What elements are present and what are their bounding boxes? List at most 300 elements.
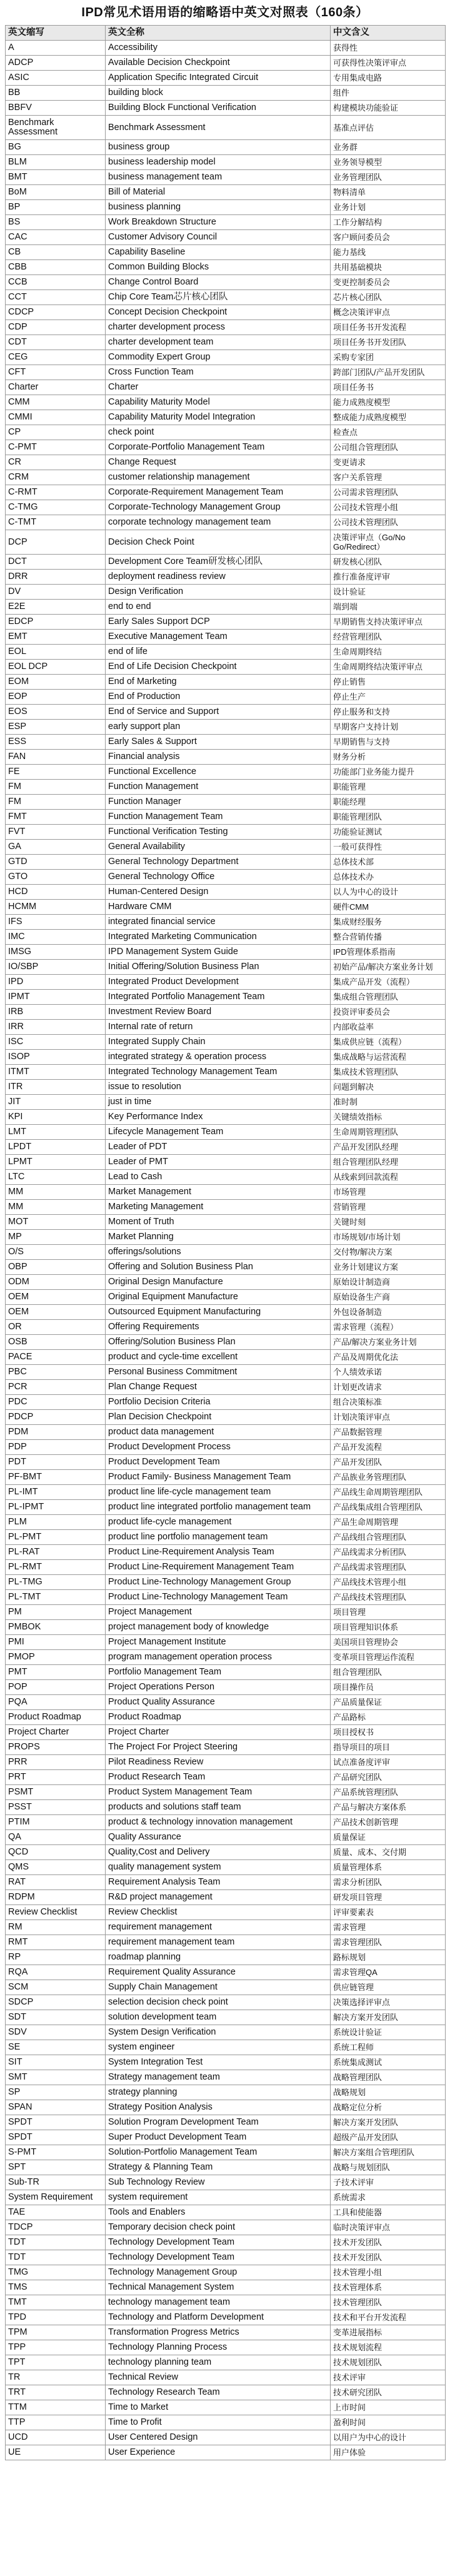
cell-chinese-meaning: 质量、成本、交付期 <box>331 1845 446 1860</box>
cell-abbreviation: PRR <box>6 1755 106 1770</box>
cell-english-full-name: Product Quality Assurance <box>106 1695 331 1710</box>
cell-english-full-name: integrated financial service <box>106 915 331 930</box>
cell-chinese-meaning: 内部收益率 <box>331 1020 446 1035</box>
table-row <box>6 2025 446 2040</box>
cell-chinese-meaning: 产品研究团队 <box>331 1770 446 1785</box>
cell-abbreviation: SE <box>6 2040 106 2055</box>
cell-abbreviation: TPT <box>6 2355 106 2370</box>
cell-english-full-name: Leader of PDT <box>106 1140 331 1155</box>
table-row <box>6 1440 446 1455</box>
cell-abbreviation: PSST <box>6 1800 106 1815</box>
cell-english-full-name: Corporate-Portfolio Management Team <box>106 440 331 455</box>
cell-english-full-name: Bill of Material <box>106 185 331 200</box>
cell-chinese-meaning: 工具和使能器 <box>331 2205 446 2220</box>
table-row <box>6 2415 446 2430</box>
table-row <box>6 885 446 900</box>
cell-abbreviation: OEM <box>6 1305 106 1320</box>
cell-abbreviation: QA <box>6 1830 106 1845</box>
table-row <box>6 900 446 915</box>
cell-english-full-name: Quality Assurance <box>106 1830 331 1845</box>
cell-abbreviation: C-TMT <box>6 515 106 530</box>
cell-english-full-name: Integrated Portfolio Management Team <box>106 990 331 1005</box>
cell-english-full-name: quality management system <box>106 1860 331 1875</box>
cell-english-full-name: Lifecycle Management Team <box>106 1125 331 1140</box>
cell-english-full-name: Pilot Readiness Review <box>106 1755 331 1770</box>
table-row <box>6 260 446 275</box>
table-row <box>6 230 446 245</box>
cell-abbreviation: OBP <box>6 1260 106 1275</box>
table-row <box>6 1350 446 1365</box>
cell-abbreviation: TAE <box>6 2205 106 2220</box>
cell-abbreviation: SP <box>6 2085 106 2100</box>
table-row <box>6 1260 446 1275</box>
cell-english-full-name: business planning <box>106 200 331 215</box>
cell-chinese-meaning: 投资评审委员会 <box>331 1005 446 1020</box>
table-row <box>6 140 446 155</box>
cell-chinese-meaning: 项目操作员 <box>331 1680 446 1695</box>
cell-english-full-name: Transformation Progress Metrics <box>106 2325 331 2340</box>
table-row <box>6 1230 446 1245</box>
cell-chinese-meaning: 设计验证 <box>331 585 446 600</box>
glossary-body <box>6 41 446 2460</box>
cell-english-full-name: Integrated Marketing Communication <box>106 930 331 945</box>
cell-english-full-name: Capability Maturity Model <box>106 395 331 410</box>
cell-english-full-name: product line portfolio management team <box>106 1530 331 1545</box>
cell-chinese-meaning: 概念决策评审点 <box>331 305 446 320</box>
cell-chinese-meaning: 关键时刻 <box>331 1215 446 1230</box>
cell-abbreviation: EOS <box>6 705 106 720</box>
table-row <box>6 2220 446 2235</box>
cell-abbreviation: BoM <box>6 185 106 200</box>
cell-abbreviation: PDT <box>6 1455 106 1470</box>
cell-abbreviation: OSB <box>6 1335 106 1350</box>
cell-chinese-meaning: 盈利时间 <box>331 2415 446 2430</box>
cell-abbreviation: CFT <box>6 365 106 380</box>
table-row <box>6 1605 446 1620</box>
cell-abbreviation: LTC <box>6 1170 106 1185</box>
cell-abbreviation: FM <box>6 780 106 795</box>
cell-abbreviation: BB <box>6 86 106 101</box>
cell-english-full-name: Change Control Board <box>106 275 331 290</box>
table-row <box>6 275 446 290</box>
table-row <box>6 1545 446 1560</box>
table-row <box>6 600 446 615</box>
cell-english-full-name: Marketing Management <box>106 1200 331 1215</box>
cell-english-full-name: Hardware CMM <box>106 900 331 915</box>
cell-english-full-name: End of Marketing <box>106 675 331 690</box>
cell-chinese-meaning: 可获得性决策评审点 <box>331 56 446 71</box>
cell-chinese-meaning: 公司需求管理团队 <box>331 485 446 500</box>
cell-english-full-name: product and cycle-time excellent <box>106 1350 331 1365</box>
table-row <box>6 1035 446 1050</box>
cell-english-full-name: Decision Check Point <box>106 530 331 555</box>
table-row <box>6 1560 446 1575</box>
cell-chinese-meaning: 用户体验 <box>331 2445 446 2460</box>
cell-abbreviation: TDT <box>6 2250 106 2265</box>
cell-english-full-name: User Experience <box>106 2445 331 2460</box>
cell-english-full-name: Technical Review <box>106 2370 331 2385</box>
cell-english-full-name: Product Research Team <box>106 1770 331 1785</box>
table-row <box>6 2010 446 2025</box>
cell-abbreviation: BLM <box>6 155 106 170</box>
table-row <box>6 41 446 56</box>
cell-chinese-meaning: 总体技术部 <box>331 855 446 870</box>
cell-abbreviation: FM <box>6 795 106 810</box>
cell-chinese-meaning: 解决方案组合管理团队 <box>331 2145 446 2160</box>
table-row <box>6 1335 446 1350</box>
cell-chinese-meaning: 集成组合管理团队 <box>331 990 446 1005</box>
cell-chinese-meaning: 交付物/解决方案 <box>331 1245 446 1260</box>
cell-english-full-name: Requirement Analysis Team <box>106 1875 331 1890</box>
cell-abbreviation: JIT <box>6 1095 106 1110</box>
table-row <box>6 870 446 885</box>
cell-abbreviation: CAC <box>6 230 106 245</box>
cell-chinese-meaning: 产品数据管理 <box>331 1425 446 1440</box>
cell-chinese-meaning: 产品线需求分析团队 <box>331 1545 446 1560</box>
table-row <box>6 2145 446 2160</box>
cell-english-full-name: project management body of knowledge <box>106 1620 331 1635</box>
cell-english-full-name: charter development process <box>106 320 331 335</box>
table-row <box>6 1845 446 1860</box>
cell-chinese-meaning: 项目任务书开发流程 <box>331 320 446 335</box>
cell-abbreviation: GTD <box>6 855 106 870</box>
cell-abbreviation: KPI <box>6 1110 106 1125</box>
table-row <box>6 570 446 585</box>
cell-chinese-meaning: 集成战略与运营流程 <box>331 1050 446 1065</box>
cell-abbreviation: EOM <box>6 675 106 690</box>
cell-english-full-name: Moment of Truth <box>106 1215 331 1230</box>
table-row <box>6 290 446 305</box>
cell-abbreviation: ASIC <box>6 71 106 86</box>
cell-english-full-name: requirement management <box>106 1920 331 1935</box>
cell-chinese-meaning: 临时决策评审点 <box>331 2220 446 2235</box>
cell-abbreviation: PL-IMT <box>6 1485 106 1500</box>
cell-english-full-name: integrated strategy & operation process <box>106 1050 331 1065</box>
table-row <box>6 1950 446 1965</box>
cell-chinese-meaning: 需求管理QA <box>331 1965 446 1980</box>
cell-chinese-meaning: 产品生命周期管理 <box>331 1515 446 1530</box>
table-row <box>6 365 446 380</box>
cell-chinese-meaning: 组合管理团队经理 <box>331 1155 446 1170</box>
cell-chinese-meaning: 需求管理（流程） <box>331 1320 446 1335</box>
cell-english-full-name: business group <box>106 140 331 155</box>
cell-english-full-name: program management operation process <box>106 1650 331 1665</box>
table-row <box>6 990 446 1005</box>
cell-english-full-name: General Technology Office <box>106 870 331 885</box>
cell-chinese-meaning: 项目管理知识体系 <box>331 1620 446 1635</box>
cell-english-full-name: product line integrated portfolio management team <box>106 1500 331 1515</box>
cell-english-full-name: Offering/Solution Business Plan <box>106 1335 331 1350</box>
table-row <box>6 705 446 720</box>
cell-abbreviation: BG <box>6 140 106 155</box>
table-row <box>6 750 446 765</box>
cell-english-full-name: Sub Technology Review <box>106 2175 331 2190</box>
table-row <box>6 1590 446 1605</box>
cell-chinese-meaning: 准时制 <box>331 1095 446 1110</box>
table-row <box>6 1410 446 1425</box>
cell-english-full-name: Plan Change Request <box>106 1380 331 1395</box>
cell-abbreviation: UCD <box>6 2430 106 2445</box>
cell-english-full-name: Key Performance Index <box>106 1110 331 1125</box>
table-row <box>6 305 446 320</box>
cell-english-full-name: Offering and Solution Business Plan <box>106 1260 331 1275</box>
cell-abbreviation: PDP <box>6 1440 106 1455</box>
cell-chinese-meaning: 集成财经服务 <box>331 915 446 930</box>
table-row <box>6 1575 446 1590</box>
cell-chinese-meaning: 公司技术管理小组 <box>331 500 446 515</box>
cell-abbreviation: PL-PMT <box>6 1530 106 1545</box>
table-row <box>6 455 446 470</box>
cell-chinese-meaning: 以人为中心的设计 <box>331 885 446 900</box>
cell-english-full-name: Chip Core Team芯片核心团队 <box>106 290 331 305</box>
table-row <box>6 2295 446 2310</box>
cell-chinese-meaning: 客户关系管理 <box>331 470 446 485</box>
table-row <box>6 1170 446 1185</box>
cell-chinese-meaning: 子技术评审 <box>331 2175 446 2190</box>
cell-abbreviation: PF-BMT <box>6 1470 106 1485</box>
cell-english-full-name: Function Management <box>106 780 331 795</box>
cell-english-full-name: Solution-Portfolio Management Team <box>106 2145 331 2160</box>
table-row <box>6 1500 446 1515</box>
table-row <box>6 1155 446 1170</box>
cell-english-full-name: Cross Function Team <box>106 365 331 380</box>
cell-english-full-name: Product Development Team <box>106 1455 331 1470</box>
table-row <box>6 530 446 555</box>
table-row <box>6 2175 446 2190</box>
table-row <box>6 915 446 930</box>
table-row <box>6 1020 446 1035</box>
cell-abbreviation: PROPS <box>6 1740 106 1755</box>
cell-chinese-meaning: 推行准备度评审 <box>331 570 446 585</box>
cell-english-full-name: Technology Development Team <box>106 2250 331 2265</box>
table-row <box>6 1485 446 1500</box>
cell-abbreviation: SPAN <box>6 2100 106 2115</box>
cell-chinese-meaning: 组件 <box>331 86 446 101</box>
cell-english-full-name: Technology Development Team <box>106 2235 331 2250</box>
cell-english-full-name: Product Line-Requirement Analysis Team <box>106 1545 331 1560</box>
table-row <box>6 101 446 116</box>
cell-chinese-meaning: 质量管理体系 <box>331 1860 446 1875</box>
cell-abbreviation: PBC <box>6 1365 106 1380</box>
table-row <box>6 1815 446 1830</box>
cell-english-full-name: Initial Offering/Solution Business Plan <box>106 960 331 975</box>
cell-abbreviation: ITR <box>6 1080 106 1095</box>
table-row <box>6 380 446 395</box>
cell-abbreviation: PL-RMT <box>6 1560 106 1575</box>
cell-abbreviation: TPM <box>6 2325 106 2340</box>
cell-english-full-name: product line life-cycle management team <box>106 1485 331 1500</box>
cell-chinese-meaning: 业务计划 <box>331 200 446 215</box>
table-row <box>6 2205 446 2220</box>
table-row <box>6 1005 446 1020</box>
table-row <box>6 440 446 455</box>
table-row <box>6 2100 446 2115</box>
cell-english-full-name: Strategy management team <box>106 2070 331 2085</box>
cell-abbreviation: PCR <box>6 1380 106 1395</box>
table-row <box>6 1980 446 1995</box>
cell-abbreviation: PDC <box>6 1395 106 1410</box>
cell-english-full-name: End of Life Decision Checkpoint <box>106 660 331 675</box>
cell-english-full-name: Original Equipment Manufacture <box>106 1290 331 1305</box>
cell-abbreviation: PMI <box>6 1635 106 1650</box>
cell-abbreviation: SDT <box>6 2010 106 2025</box>
cell-chinese-meaning: 产品质量保证 <box>331 1695 446 1710</box>
cell-english-full-name: system engineer <box>106 2040 331 2055</box>
cell-chinese-meaning: 构建模块功能验证 <box>331 101 446 116</box>
cell-chinese-meaning: 检查点 <box>331 425 446 440</box>
table-row <box>6 930 446 945</box>
cell-chinese-meaning: 需求分析团队 <box>331 1875 446 1890</box>
table-row <box>6 1965 446 1980</box>
cell-chinese-meaning: 美国项目管理协会 <box>331 1635 446 1650</box>
cell-chinese-meaning: 计划决策评审点 <box>331 1410 446 1425</box>
cell-english-full-name: Strategy & Planning Team <box>106 2160 331 2175</box>
table-row <box>6 185 446 200</box>
cell-english-full-name: business management team <box>106 170 331 185</box>
cell-english-full-name: Commodity Expert Group <box>106 350 331 365</box>
table-row <box>6 660 446 675</box>
cell-chinese-meaning: 产品线需求管理团队 <box>331 1560 446 1575</box>
cell-abbreviation: EOL DCP <box>6 660 106 675</box>
table-row <box>6 690 446 705</box>
table-row <box>6 1875 446 1890</box>
cell-chinese-meaning: 营销管理 <box>331 1200 446 1215</box>
cell-abbreviation: PQA <box>6 1695 106 1710</box>
cell-chinese-meaning: 组合决策标准 <box>331 1395 446 1410</box>
cell-chinese-meaning: 产品线组合管理团队 <box>331 1530 446 1545</box>
table-row <box>6 1920 446 1935</box>
table-row <box>6 410 446 425</box>
table-row <box>6 630 446 645</box>
cell-chinese-meaning: 职能管理 <box>331 780 446 795</box>
cell-chinese-meaning: 经营管理团队 <box>331 630 446 645</box>
cell-english-full-name: Original Design Manufacture <box>106 1275 331 1290</box>
cell-chinese-meaning: 系统需求 <box>331 2190 446 2205</box>
table-row <box>6 1095 446 1110</box>
cell-chinese-meaning: 停止销售 <box>331 675 446 690</box>
table-row <box>6 155 446 170</box>
cell-english-full-name: User Centered Design <box>106 2430 331 2445</box>
cell-chinese-meaning: 技术研究团队 <box>331 2385 446 2400</box>
cell-chinese-meaning: 产品线技术管理小组 <box>331 1575 446 1590</box>
cell-abbreviation: ODM <box>6 1275 106 1290</box>
cell-english-full-name: Human-Centered Design <box>106 885 331 900</box>
cell-chinese-meaning: 产品与解决方案体系 <box>331 1800 446 1815</box>
cell-abbreviation: DRR <box>6 570 106 585</box>
cell-abbreviation: HCD <box>6 885 106 900</box>
cell-english-full-name: Leader of PMT <box>106 1155 331 1170</box>
cell-english-full-name: Building Block Functional Verification <box>106 101 331 116</box>
cell-english-full-name: Development Core Team研发核心团队 <box>106 555 331 570</box>
cell-english-full-name: Plan Decision Checkpoint <box>106 1410 331 1425</box>
table-row <box>6 1125 446 1140</box>
cell-english-full-name: Offering Requirements <box>106 1320 331 1335</box>
cell-english-full-name: IPD Management System Guide <box>106 945 331 960</box>
cell-english-full-name: The Project For Project Steering <box>106 1740 331 1755</box>
cell-abbreviation: FAN <box>6 750 106 765</box>
cell-abbreviation: SPDT <box>6 2130 106 2145</box>
table-row <box>6 810 446 825</box>
cell-chinese-meaning: 能力成熟度模型 <box>331 395 446 410</box>
cell-english-full-name: General Availability <box>106 840 331 855</box>
table-row <box>6 395 446 410</box>
cell-english-full-name: Corporate-Technology Management Group <box>106 500 331 515</box>
cell-abbreviation: FMT <box>6 810 106 825</box>
table-row <box>6 1890 446 1905</box>
cell-abbreviation: UE <box>6 2445 106 2460</box>
table-row <box>6 2130 446 2145</box>
table-row <box>6 1290 446 1305</box>
header-chinese-meaning: 中文含义 <box>331 26 446 41</box>
table-row <box>6 1830 446 1845</box>
cell-chinese-meaning: 整合营销传播 <box>331 930 446 945</box>
cell-english-full-name: technology planning team <box>106 2355 331 2370</box>
table-row <box>6 1110 446 1125</box>
cell-chinese-meaning: 业务领导模型 <box>331 155 446 170</box>
cell-english-full-name: Project Management Institute <box>106 1635 331 1650</box>
cell-chinese-meaning: 需求管理团队 <box>331 1935 446 1950</box>
cell-english-full-name: Concept Decision Checkpoint <box>106 305 331 320</box>
cell-english-full-name: Change Request <box>106 455 331 470</box>
table-row <box>6 71 446 86</box>
cell-abbreviation: BMT <box>6 170 106 185</box>
table-row <box>6 780 446 795</box>
cell-abbreviation: MM <box>6 1185 106 1200</box>
table-row <box>6 350 446 365</box>
table-row <box>6 1365 446 1380</box>
table-row <box>6 960 446 975</box>
cell-english-full-name: System Design Verification <box>106 2025 331 2040</box>
cell-abbreviation: ESS <box>6 735 106 750</box>
table-row <box>6 1695 446 1710</box>
cell-chinese-meaning: 项目管理 <box>331 1605 446 1620</box>
cell-abbreviation: EOL <box>6 645 106 660</box>
cell-chinese-meaning: 集成技术管理团队 <box>331 1065 446 1080</box>
cell-abbreviation: EDCP <box>6 615 106 630</box>
cell-abbreviation: CCB <box>6 275 106 290</box>
cell-chinese-meaning: 变革进展指标 <box>331 2325 446 2340</box>
cell-english-full-name: Common Building Blocks <box>106 260 331 275</box>
table-row <box>6 500 446 515</box>
cell-english-full-name: Available Decision Checkpoint <box>106 56 331 71</box>
cell-chinese-meaning: 能力基线 <box>331 245 446 260</box>
cell-chinese-meaning: 产品族业务管理团队 <box>331 1470 446 1485</box>
cell-chinese-meaning: 产品开发流程 <box>331 1440 446 1455</box>
cell-chinese-meaning: 项目任务书 <box>331 380 446 395</box>
cell-chinese-meaning: 技术规划流程 <box>331 2340 446 2355</box>
cell-abbreviation: System Requirement <box>6 2190 106 2205</box>
table-row <box>6 585 446 600</box>
cell-abbreviation: TTM <box>6 2400 106 2415</box>
cell-abbreviation: RMT <box>6 1935 106 1950</box>
cell-abbreviation: CR <box>6 455 106 470</box>
cell-chinese-meaning: 业务群 <box>331 140 446 155</box>
table-row <box>6 975 446 990</box>
cell-abbreviation: OEM <box>6 1290 106 1305</box>
cell-abbreviation: TMT <box>6 2295 106 2310</box>
cell-abbreviation: SPT <box>6 2160 106 2175</box>
cell-abbreviation: MP <box>6 1230 106 1245</box>
cell-abbreviation: EOP <box>6 690 106 705</box>
cell-english-full-name: Quality,Cost and Delivery <box>106 1845 331 1860</box>
cell-chinese-meaning: 指导项目的项目 <box>331 1740 446 1755</box>
cell-chinese-meaning: 组合管理团队 <box>331 1665 446 1680</box>
cell-chinese-meaning: 产品路标 <box>331 1710 446 1725</box>
cell-chinese-meaning: 路标规划 <box>331 1950 446 1965</box>
cell-abbreviation: ISC <box>6 1035 106 1050</box>
cell-english-full-name: charter development team <box>106 335 331 350</box>
cell-english-full-name: just in time <box>106 1095 331 1110</box>
